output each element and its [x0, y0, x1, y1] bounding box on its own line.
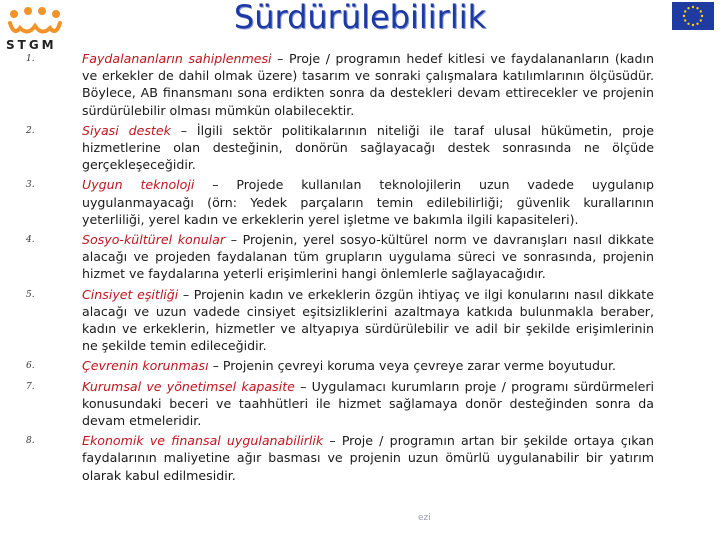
item-text: Projede kullanılan teknolojilerin uzun vadede uygulanıp uygulanmayacağı (örn: Yedek parçaların temin edilebilirliği; güvenlik kurallarının yeterliliği, yerel kadın ve erkeklerin yerel işletme ve bakımla ilgili kapasiteleri). [82, 177, 654, 227]
item-separator: – [271, 51, 289, 66]
criteria-list [26, 50, 654, 487]
flag-star [692, 24, 694, 26]
item-number: 3. [26, 180, 35, 191]
item-separator: – [294, 378, 312, 394]
item-text: İlgili sektör politikalarının niteliği ile taraf ulusal hükümetin, proje hizmetlerine olan desteğinin, donörün sağlayacağı destek sonrasında ne ölçüde gerçekleşeceğidir. [82, 122, 654, 173]
flag-star [696, 7, 698, 9]
item-number: 2. [26, 125, 35, 136]
flag-star [700, 10, 702, 12]
item-number: 1. [26, 54, 35, 64]
flag-star [692, 6, 694, 8]
item-heading: Kurumsal ve yönetimsel kapasite [82, 378, 295, 394]
item-separator: – [323, 433, 342, 449]
item-heading: Sosyo-kültürel konular [82, 232, 226, 248]
item-number: 8. [26, 436, 35, 447]
item-text: Projenin çevreyi koruma veya çevreye zarar verme boyutudur. [222, 358, 616, 374]
item-separator: – [208, 358, 223, 374]
item-number: 5. [26, 289, 35, 300]
list-item [26, 357, 654, 374]
page-title: Sürdürülebilirlik [233, 0, 487, 36]
list-item [26, 432, 654, 484]
item-heading: Cinsiyet eşitliği [82, 286, 179, 302]
footer-watermark: ezi [418, 513, 431, 523]
list-item [26, 50, 654, 119]
item-separator: – [225, 232, 243, 248]
item-separator: – [170, 122, 197, 138]
flag-star [684, 19, 686, 21]
item-text: Projenin kadın ve erkeklerin özgün ihtiyaç ve ilgi konularını nasıl dikkate alacağı ve uzun vadede cinsiyet eşitsizliklerini azaltmaya katkıda bulunmakla beraber, kadın ve erkeklerin, hizmetler ve altyapıya sürdürülebilir ve adil bir şekilde erişimlerinin ne şekilde temin edileceğidir. [82, 286, 654, 354]
flag-star [683, 15, 685, 17]
item-heading: Çevrenin korunması [82, 358, 209, 374]
item-text: Proje / programın hedef kitlesi ve faydalananların (kadın ve erkekler de dahil olmak üzere) tasarım ve sonraki çalışmalara katılımlarının ölçüsüdür. Böylece, AB finansmanı sona erdikten sonra da destekleri devam ettirecekler ve projenin sürdürülebilir olması mümkün olabilecektir. [82, 51, 654, 118]
item-number: 4. [26, 235, 35, 246]
item-text: Projenin, yerel sosyo-kültürel norm ve davranışları nasıl dikkate alacağı ve projeden faydalanan tüm grupların uygulama süreci ve sonrasında, projenin hizmet ve faydalarına yeterli erişimlerini hangi önlemlerle sağlayacağıdır. [82, 232, 654, 282]
item-heading: Uygun teknoloji [82, 177, 195, 193]
item-heading: Ekonomik ve finansal uygulanabilirlik [82, 433, 324, 449]
item-text: Proje / programın artan bir şekilde ortaya çıkan faydalarının maliyetine ağır basması ve projenin uzun ömürlü uygulanabilir bir yatırım olarak kabul edilmesidir. [82, 433, 654, 483]
list-item [26, 122, 654, 174]
item-text: Uygulamacı kurumların proje / programı sürdürmeleri konusundaki beceri ve taahhütleri ile hizmet sağlamaya donör desteğinden sonra da devam etmeleridir. [82, 378, 654, 429]
flag-star [700, 19, 702, 21]
flag-star [701, 15, 703, 17]
logo-text: STGM [6, 38, 57, 52]
flag-star [687, 23, 689, 25]
item-number: 6. [26, 361, 35, 372]
flag-star [684, 10, 686, 12]
list-item [26, 231, 654, 283]
list-item [26, 176, 654, 228]
list-item [26, 378, 654, 430]
flag-star [696, 23, 698, 25]
item-heading: Faydalananların sahiplenmesi [82, 51, 272, 66]
eu-flag-icon [672, 2, 714, 30]
item-number: 7. [26, 381, 35, 392]
list-item [26, 286, 654, 355]
item-heading: Siyasi destek [82, 122, 171, 138]
item-separator: – [178, 286, 194, 302]
flag-star [687, 7, 689, 9]
item-separator: – [194, 177, 237, 193]
